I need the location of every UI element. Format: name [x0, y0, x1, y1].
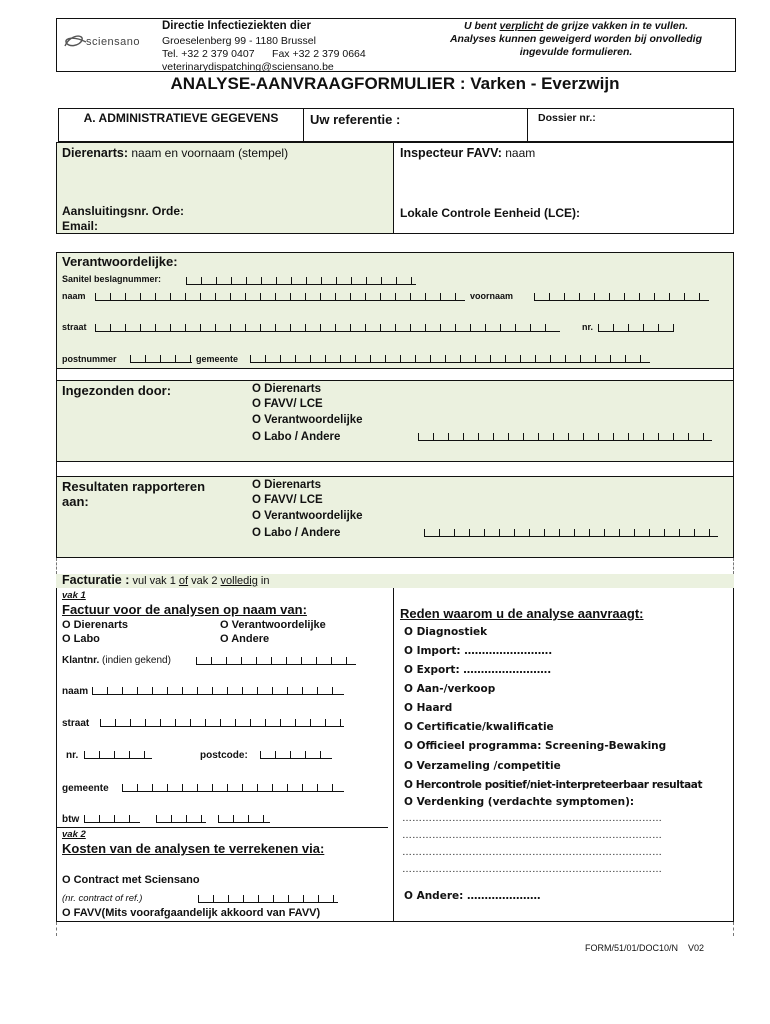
naam-input[interactable]	[95, 286, 465, 301]
vak1-straat-input[interactable]	[100, 712, 344, 727]
email-label: Email:	[62, 219, 99, 233]
reden-option-verdenking[interactable]: O Verdenking (verdachte symptomen):	[404, 796, 635, 808]
vak-divider	[56, 827, 388, 828]
sciensano-logo	[62, 30, 158, 54]
resultaten-option-favv[interactable]: O FAVV/ LCE	[252, 494, 323, 506]
straat-label: straat	[62, 322, 87, 332]
sanitel-input[interactable]	[186, 270, 416, 285]
gemeente-input[interactable]	[250, 348, 650, 363]
resultaten-option-dierenarts[interactable]: O Dierenarts	[252, 479, 322, 491]
reden-option-hercontrole[interactable]: O Hercontrole positief/niet-interpreteerbaar resultaat	[404, 779, 703, 791]
vak1-option-verantwoordelijke[interactable]: O Verantwoordelijke	[220, 619, 326, 631]
referentie-label: Uw referentie :	[310, 112, 401, 127]
dossier-label: Dossier nr.:	[538, 112, 596, 124]
reden-option-certificatie[interactable]: O Certificatie/kwalificatie	[404, 721, 554, 733]
reden-option-verzameling[interactable]: O Verzameling /competitie	[404, 760, 561, 772]
dierenarts-label: Dierenarts: naam en voornaam (stempel)	[62, 146, 289, 160]
postnummer-input[interactable]	[130, 348, 192, 363]
sanitel-label: Sanitel beslagnummer:	[62, 274, 162, 284]
vak2-heading: Kosten van de analysen te verrekenen via:	[62, 841, 325, 856]
vak1-nr-label: nr.	[66, 750, 79, 761]
vak2-favv-option[interactable]: O FAVV(Mits voorafgaandelijk akkoord van FAVV)	[62, 907, 321, 919]
dept-email: veterinarydispatching@sciensano.be	[162, 61, 334, 73]
ingezonden-option-verantwoordelijke[interactable]: O Verantwoordelijke	[252, 414, 363, 426]
vak1-gemeente-label: gemeente	[62, 783, 109, 794]
reden-dots-4[interactable]: ……………………………………………………………………	[402, 864, 662, 875]
dossier-field[interactable]	[528, 108, 734, 142]
vak1-option-labo[interactable]: O Labo	[62, 633, 100, 645]
nr-label: nr.	[582, 322, 594, 332]
referentie-field[interactable]	[304, 108, 528, 142]
ingezonden-separator	[56, 368, 734, 380]
vak1-option-dierenarts[interactable]: O Dierenarts	[62, 619, 129, 631]
reden-dots-3[interactable]: ……………………………………………………………………	[402, 847, 662, 858]
vak1-heading: Factuur voor de analysen op naam van:	[62, 602, 307, 617]
resultaten-option-labo[interactable]: O Labo / Andere	[252, 527, 341, 539]
form-code: FORM/51/01/DOC10/N V02	[585, 943, 705, 953]
vak2-contract-option[interactable]: O Contract met Sciensano	[62, 874, 200, 886]
reden-dots-1[interactable]: ……………………………………………………………………	[402, 813, 662, 824]
klantnr-input[interactable]	[196, 650, 356, 665]
resultaten-labo-input[interactable]	[424, 522, 718, 537]
vak1-naam-label: naam	[62, 686, 89, 697]
vak1-option-andere[interactable]: O Andere	[220, 633, 270, 645]
vak1-btw-input-2[interactable]	[156, 808, 206, 823]
vak1-btw-input-1[interactable]	[84, 808, 140, 823]
inspecteur-label: Inspecteur FAVV: naam	[400, 146, 536, 160]
aansluiting-label: Aansluitingsnr. Orde:	[62, 204, 185, 218]
vak1-postcode-input[interactable]	[260, 744, 332, 759]
vak1-btw-label: btw	[62, 814, 80, 825]
klantnr-label: Klantnr. (indien gekend)	[62, 655, 171, 666]
postnummer-label: postnummer	[62, 354, 117, 364]
vak1-naam-input[interactable]	[92, 680, 344, 695]
lce-label: Lokale Controle Eenheid (LCE):	[400, 206, 581, 220]
verantwoordelijke-heading: Verantwoordelijke:	[62, 254, 178, 269]
gemeente-label: gemeente	[196, 354, 239, 364]
ingezonden-option-dierenarts[interactable]: O Dierenarts	[252, 383, 322, 395]
reden-option-andere[interactable]: O Andere: …………………	[404, 890, 541, 902]
page-title: ANALYSE-AANVRAAGFORMULIER : Varken - Everzwijn	[170, 74, 620, 93]
reden-option-diagnostiek[interactable]: O Diagnostiek	[404, 626, 488, 638]
vak1-nr-input[interactable]	[84, 744, 152, 759]
vak1-tag: vak 1	[62, 590, 86, 601]
vak2-contract-input[interactable]	[198, 888, 338, 903]
voornaam-input[interactable]	[534, 286, 709, 301]
voornaam-label: voornaam	[470, 291, 514, 301]
nr-input[interactable]	[598, 317, 674, 332]
bottom-gap	[56, 922, 734, 936]
vak2-contract-hint: (nr. contract of ref.)	[62, 893, 143, 904]
resultaten-option-verantwoordelijke[interactable]: O Verantwoordelijke	[252, 510, 363, 522]
vak1-gemeente-input[interactable]	[122, 777, 344, 792]
dept-address: Groeselenberg 99 - 1180 Brussel	[162, 35, 316, 47]
reden-option-aanverkoop[interactable]: O Aan-/verkoop	[404, 683, 496, 695]
vak2-tag: vak 2	[62, 829, 86, 840]
logo-text: sciensano	[86, 36, 141, 48]
ingezonden-labo-input[interactable]	[418, 426, 712, 441]
vak1-btw-input-3[interactable]	[218, 808, 270, 823]
reden-dots-2[interactable]: ……………………………………………………………………	[402, 830, 662, 841]
facturatie-label: Facturatie : vul vak 1 of vak 2 volledig in	[62, 573, 270, 587]
required-notice: U bent verplicht de grijze vakken in te vullen. Analyses kunnen geweigerd worden bij onvolledig ingevulde formulieren.	[449, 20, 703, 58]
dept-tel-fax: Tel. +32 2 379 0407 Fax +32 2 379 0664	[162, 48, 366, 60]
billing-divider	[393, 588, 394, 922]
admin-section-label: A. ADMINISTRATIEVE GEGEVENS	[58, 108, 304, 142]
reden-option-haard[interactable]: O Haard	[404, 702, 453, 714]
dept-name: Directie Infectieziekten dier	[162, 20, 311, 32]
reden-option-import[interactable]: O Import: …………………….	[404, 645, 553, 657]
naam-label: naam	[62, 291, 86, 301]
resultaten-heading: Resultaten rapporteren aan:	[62, 479, 206, 509]
reden-option-officieel[interactable]: O Officieel programma: Screening-Bewaking	[404, 740, 667, 752]
straat-input[interactable]	[95, 317, 560, 332]
reden-option-export[interactable]: O Export: …………………….	[404, 664, 552, 676]
vak1-straat-label: straat	[62, 718, 90, 729]
facturatie-gap	[56, 558, 734, 574]
ingezonden-option-labo[interactable]: O Labo / Andere	[252, 431, 341, 443]
vak1-postcode-label: postcode:	[200, 750, 248, 761]
ingezonden-heading: Ingezonden door:	[62, 383, 172, 398]
reden-heading: Reden waarom u de analyse aanvraagt:	[400, 606, 644, 621]
logo-swirl-icon	[62, 32, 88, 52]
ingezonden-option-favv[interactable]: O FAVV/ LCE	[252, 398, 323, 410]
resultaten-separator	[56, 462, 734, 476]
